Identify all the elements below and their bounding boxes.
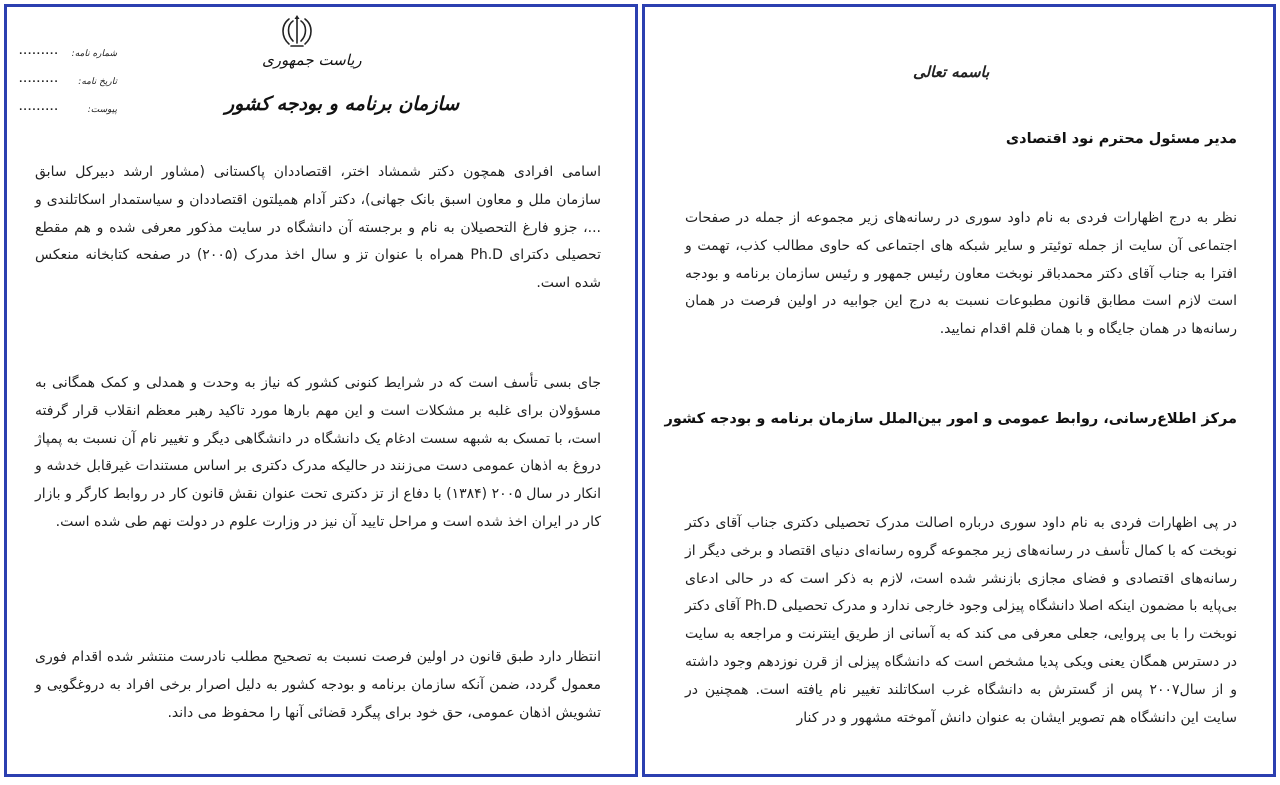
left-paragraph-2: جای بسی تأسف است که در شرایط کنونی کشور که نیاز به وحدت و همدلی و کمک همگانی به مسؤولان برای غلبه بر مشکلات است و این مهم بارها مورد تاکید رهبر معظم انقلاب قرار گرفته است، با تمسک به شبهه سست ادغام یک دانشگاه در دانشگاهی دیگر و تغییر نام آن نسبت به پمپاژ دروغ به اذهان عمومی دست می‌زنند در حالیکه مدرک دکتری بر اساس مستندات غیرقابل خدشه و انکار در سال ۲۰۰۵ (۱۳۸۴) با دفاع از تز دکتری تحت عنوان نقش قانون کار در روابط کارگر و بازار کار در ایران اخذ شده است و مراحل تایید آن نیز در وزارت علوم در دولت نهم طی شده است. (35, 375, 601, 530)
left-paragraph-1: اسامی افرادی همچون دکتر شمشاد اختر، اقتصاددان پاکستانی (مشاور ارشد دبیرکل سابق سازمان ملل و معاون اسبق بانک جهانی)، دکتر آدام همیلتون اقتصاددان و سیاستمدار اسکاتلندی و ...، جزو فارغ التحصیلان به نام و برجسته آن دانشگاه در سایت مذکور معرفی شده و هم مقطع تحصیلی دکترای Ph.D همراه با عنوان تز و سال اخذ مدرک (۲۰۰۵) در صفحه کتابخانه منعکس شده است. (35, 164, 601, 292)
ref-attachment-value: ......... (19, 103, 59, 113)
ref-attachment-label: پیوست: (87, 105, 117, 115)
iran-emblem-icon (277, 13, 317, 49)
left-paragraph-3: انتظار دارد طبق قانون در اولین فرصت نسبت به تصحیح مطلب نادرست منتشر شده اقدام فوری معمول گردد، ضمن آنکه سازمان برنامه و بودجه کشور به دلیل اصرار برخی افراد به دروغگویی و تشویش اذهان عمومی، حق خود برای پیگرد قضائی آنها را محفوظ می داند. (35, 649, 601, 721)
ref-attachment-row (17, 103, 117, 121)
right-paragraph-1: نظر به درج اظهارات فردی به نام داود سوری در رسانه‌های زیر مجموعه از جمله در صفحات اجتماعی آن سایت از جمله توئیتر و سایر شبکه های اجتماعی که حاوی مطالب کذب، تهمت و افترا به جناب آقای دکتر محمدباقر نوبخت معاون رئیس جمهور و رئیس سازمان برنامه و بودجه است لازم است مطابق قانون مطبوعات نسبت به درج این جوابیه در اولین فرصت در همان رسانه‌ها در همان جایگاه و با همان قلم اقدام نمایید. (685, 210, 1237, 338)
salutation-heading: مدیر مسئول محترم نود اقتصادی (1005, 131, 1237, 147)
basmala-heading: باسمه تعالی (913, 63, 990, 81)
ref-date-row (17, 75, 117, 93)
ref-date-label: تاریخ نامه: (78, 77, 117, 87)
letter-page-right (642, 4, 1276, 777)
ref-number-value: ......... (19, 47, 59, 57)
org-center-heading: مرکز اطلاع‌رسانی، روابط عمومی و امور بین‌الملل سازمان برنامه و بودجه کشور (664, 411, 1237, 427)
ref-number-label: شماره نامه: (71, 49, 117, 59)
letter-page-left (4, 4, 638, 777)
org-line-pbo: سازمان برنامه و بودجه کشور (225, 93, 460, 115)
right-paragraph-2: در پی اظهارات فردی به نام داود سوری درباره اصالت مدرک تحصیلی دکتری جناب آقای دکتر نوبخت که با کمال تأسف در رسانه‌های زیر مجموعه گروه رسانه‌ای دنیای اقتصاد و برخی دیگر از رسانه‌های اقتصادی و فضای مجازی بازنشر شده است، لازم به ذکر است که در حالی ادعای بی‌پایه با مضمون اینکه اصلا دانشگاه پیزلی وجود خارجی ندارد و مدرک تحصیلی Ph.D آقای دکتر نوبخت را با بی پروایی، جعلی معرفی می کند که به آسانی از طریق اینترنت و مراجعه به سایت در دسترس همگان یعنی ویکی پدیا مشخص است که دانشگاه پیزلی از قرن نوزدهم وجود داشته و از سال۲۰۰۷ پس از گسترش به دانشگاه غرب اسکاتلند تغییر نام یافته است. همچنین در سایت این دانشگاه هم تصویر ایشان به عنوان دانش آموخته مشهور و در کنار (685, 515, 1237, 726)
org-line-presidency: ریاست جمهوری (262, 51, 362, 69)
ref-number-row (17, 47, 117, 65)
ref-date-value: ......... (19, 75, 59, 85)
